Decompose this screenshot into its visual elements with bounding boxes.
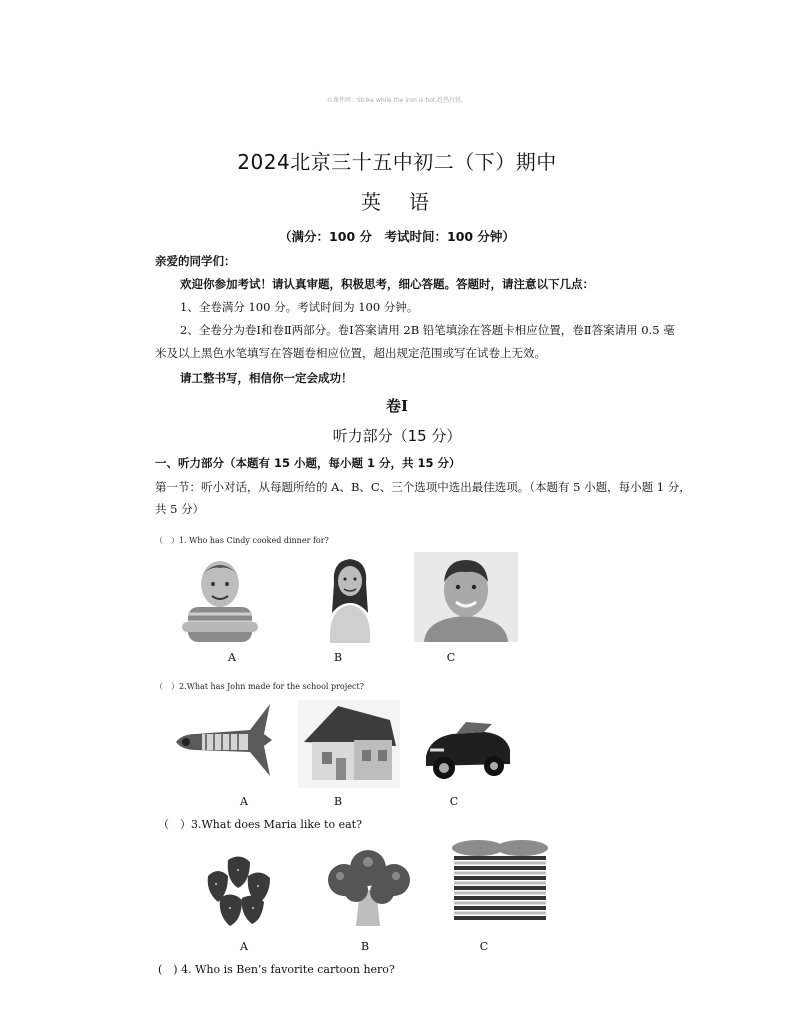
option-2a-label: A (240, 795, 248, 808)
section-1-heading: 一、听力部分（本题有 15 小题，每小题 1 分，共 15 分） (155, 456, 461, 470)
strawberries-icon (198, 846, 280, 928)
option-1a-label: A (228, 651, 236, 664)
man-photo-icon (414, 552, 518, 642)
option-2b-label: B (333, 795, 343, 808)
option-3b-label: B (360, 940, 370, 953)
volume-heading: 卷Ⅰ (385, 397, 409, 415)
space-shuttle-icon (172, 700, 276, 782)
woman-photo-icon (310, 553, 390, 643)
part-1-instructions-line1: 第一节：听小对话，从每题所给的 A、B、C、三个选项中选出最佳选项。（本题有 5 小题，每小题 1 分， (155, 480, 691, 494)
note-1: 1、全卷满分 100 分。考试时间为 100 分钟。 (180, 300, 419, 314)
question-4: ( ) 4. Who is Ben’s favorite cartoon hero? (158, 963, 395, 976)
welcome-text: 欢迎你参加考试！请认真审题，积极思考，细心答题。答题时，请注意以下几点： (180, 277, 594, 291)
question-1: （ ）1. Who has Cindy cooked dinner for? (155, 536, 329, 545)
question-2: （ ）2.What has John made for the school project? (155, 682, 364, 691)
exam-title: 2024北京三十五中初二（下）期中 (237, 150, 557, 174)
subject-title: 英语 (361, 190, 457, 214)
question-3: （ ）3.What does Maria like to eat? (158, 818, 362, 831)
note-2-line2: 米及以上黑色水笔填写在答题卷相应位置，超出规定范围或写在试卷上无效。 (155, 346, 546, 360)
option-1c-label: C (446, 651, 456, 664)
option-3a-label: A (240, 940, 248, 953)
note-2-line1: 2、全卷分为卷Ⅰ和卷Ⅱ两部分。卷Ⅰ答案请用 2B 铅笔填涂在答题卡相应位置，卷Ⅱ答案请用 0.5 毫 (180, 323, 675, 337)
listening-heading: 听力部分（15 分） (332, 427, 462, 445)
sports-car-icon (422, 716, 514, 788)
greeting: 亲爱的同学们： (155, 254, 236, 268)
house-icon (298, 700, 400, 788)
boy-photo-icon (170, 552, 270, 642)
watermark: ©课件网：Strike while the iron is hot.趁热打铁。 (326, 97, 468, 104)
broccoli-icon (320, 846, 418, 928)
option-2c-label: C (449, 795, 459, 808)
closing-text: 请工整书写，相信你一定会成功！ (180, 371, 353, 385)
exam-meta: （满分：100 分 考试时间：100 分钟） (279, 229, 515, 244)
option-1b-label: B (333, 651, 343, 664)
part-1-instructions-line2: 共 5 分） (155, 502, 205, 516)
hamburgers-icon (448, 838, 550, 928)
option-3c-label: C (479, 940, 489, 953)
